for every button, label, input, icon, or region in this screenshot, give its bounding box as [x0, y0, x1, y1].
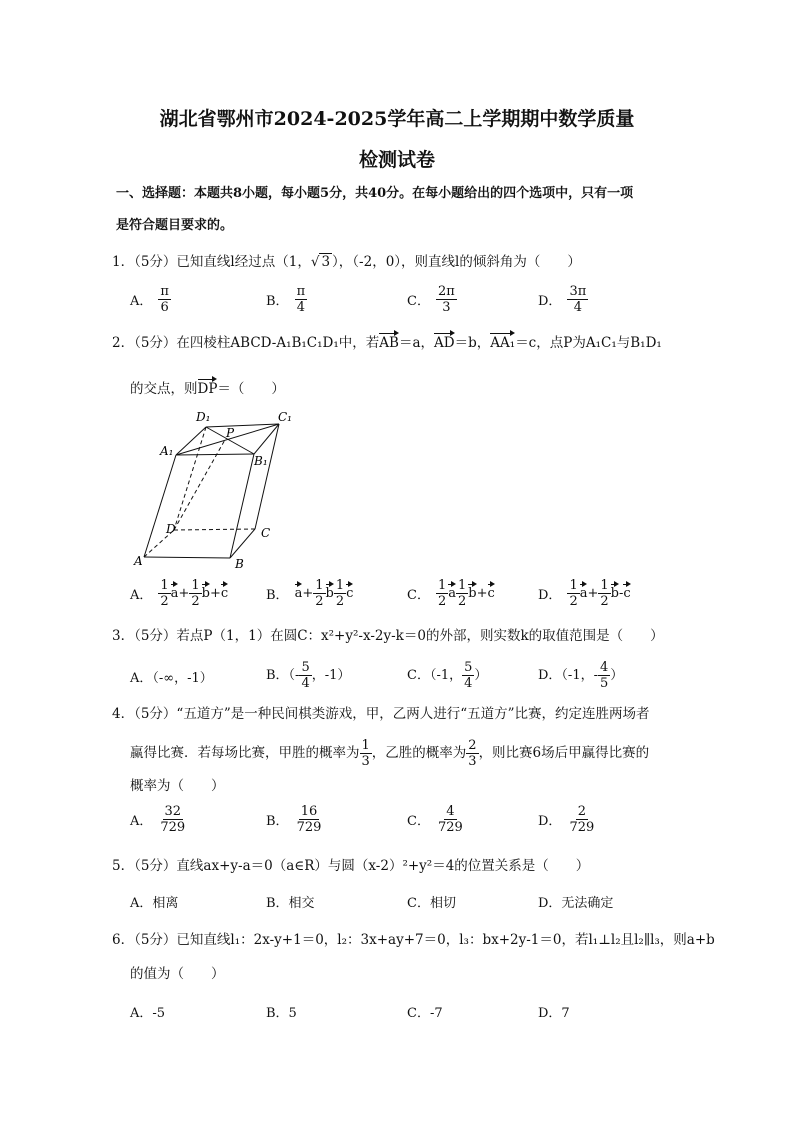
q6-option-c[interactable]: C．-7	[407, 1006, 443, 1021]
vector-ab: AB	[379, 330, 399, 350]
vector-ad: AD	[434, 330, 455, 350]
q2-line2-suffix: ＝（ ）	[217, 381, 285, 397]
question-3: 3．（5分）若点P（1，1）在圆C：x²+y²-x-2y-k＝0的外部，则实数k的取值范围是（ ）	[112, 628, 664, 644]
question-2	[112, 330, 702, 353]
q1-option-d[interactable]: D． $\frac{3\pi}{4}$	[538, 284, 587, 315]
exam-title-line2: 检测试卷	[358, 149, 435, 171]
q2-option-a[interactable]: A． $\frac{1}{2}$ a+ $\frac{1}{2}$ b+c	[130, 578, 229, 609]
q1-option-c[interactable]: C． $\frac{2\pi}{3}$	[407, 284, 455, 315]
q4-option-b[interactable]: B． $\frac{16}{729}$	[266, 804, 322, 835]
q6-option-d[interactable]: D．7	[538, 1006, 570, 1021]
q2-option-c[interactable]: C． $\frac{1}{2}$ a $\frac{1}{2}$ b+c	[407, 578, 495, 609]
q3-option-a[interactable]: A．（-∞，-1）	[130, 671, 213, 686]
vector-aa1: AA₁	[490, 330, 515, 350]
label-a: A	[134, 554, 143, 568]
question-2-line2	[130, 376, 720, 399]
q5-option-d[interactable]: D．无法确定	[538, 896, 614, 911]
question-5: 5．（5分）直线ax+y-a＝0（a∈R）与圆（x-2）²+y²＝4的位置关系是（ ）	[112, 858, 590, 874]
question-4-line2: 赢得比赛．若每场比赛，甲胜的概率为 $\frac{1}{3}$ ，乙胜的概率为 $\frac{2}{3}$ ，则比赛6场后甲赢得比赛的	[130, 738, 650, 769]
q4-option-a[interactable]: A． $\frac{32}{729}$	[130, 804, 186, 835]
label-d1: D₁	[196, 410, 211, 424]
q2-option-b[interactable]: B． a+ $\frac{1}{2}$ b $\frac{1}{2}$ c	[266, 578, 354, 609]
q5-option-c[interactable]: C．相切	[407, 896, 456, 911]
question-6-line2: 的值为（ ）	[130, 966, 225, 982]
q1-option-a[interactable]: A． $\frac{\pi}{6}$	[130, 284, 169, 315]
q4-option-c[interactable]: C． $\frac{4}{729}$	[407, 804, 463, 835]
q1-suffix: ），（-2，0），则直线l的倾斜角为（ ）	[332, 254, 581, 270]
q2-option-d[interactable]: D． $\frac{1}{2}$ a+ $\frac{1}{2}$ b-c	[538, 578, 631, 609]
exam-title-line1: 湖北省鄂州市2024-2025学年高二上学期期中数学质量	[159, 108, 635, 130]
section-heading	[116, 178, 686, 242]
q2-line2-prefix: 的交点，则	[130, 381, 198, 397]
q3-option-c[interactable]: C．（-1， $\frac{5}{4}$ ）	[407, 660, 488, 691]
label-a1: A₁	[160, 444, 174, 458]
prism-figure	[130, 405, 300, 573]
q5-option-a[interactable]: A．相离	[130, 896, 179, 911]
label-c1: C₁	[278, 410, 292, 424]
question-6: 6．（5分）已知直线l₁：2x-y+1＝0，l₂：3x+ay+7＝0，l₃：bx+2y-1＝0，若l₁⊥l₂且l₂∥l₃，则a+b	[112, 932, 715, 948]
q3-option-b[interactable]: B．（- $\frac{5}{4}$ ，-1）	[266, 660, 351, 691]
label-b: B	[235, 557, 244, 571]
q2-eq-c: ＝c，点P为A₁C₁与B₁D₁	[515, 335, 662, 351]
q3-option-d[interactable]: D．（-1，- $\frac{4}{5}$ ）	[538, 660, 624, 691]
question-4: 4．（5分）“五道方”是一种民间棋类游戏，甲，乙两人进行“五道方”比赛，约定连胜两场者	[112, 706, 650, 722]
label-p: P	[226, 426, 235, 440]
q6-option-b[interactable]: B．5	[266, 1006, 297, 1021]
q2-eq-b: ＝b，	[454, 335, 491, 351]
section-heading-line2: 是符合题目要求的。	[116, 218, 234, 233]
q6-option-a[interactable]: A．-5	[130, 1006, 166, 1021]
section-heading-line1: 一、选择题：本题共8小题，每小题5分，共40分。在每小题给出的四个选项中，只有一项	[116, 186, 634, 201]
q4-option-d[interactable]: D． $\frac{2}{729}$	[538, 804, 595, 835]
question-4-line3: 概率为（ ）	[130, 778, 225, 794]
q1-prefix: 1．（5分）已知直线l经过点（1，	[112, 254, 311, 270]
label-d: D	[166, 522, 176, 536]
q1-option-b[interactable]: B． $\frac{\pi}{4}$	[266, 284, 306, 315]
label-c: C	[261, 526, 271, 540]
vector-dp: DP	[198, 376, 218, 396]
q5-option-b[interactable]: B．相交	[266, 896, 315, 911]
question-1	[112, 252, 702, 272]
q2-eq-a: ＝a，	[398, 335, 435, 351]
q2-prefix: 2．（5分）在四棱柱ABCD-A₁B₁C₁D₁中，若	[112, 335, 380, 351]
q1-sqrt: √ 3	[310, 254, 331, 270]
label-b1: B₁	[254, 454, 268, 468]
